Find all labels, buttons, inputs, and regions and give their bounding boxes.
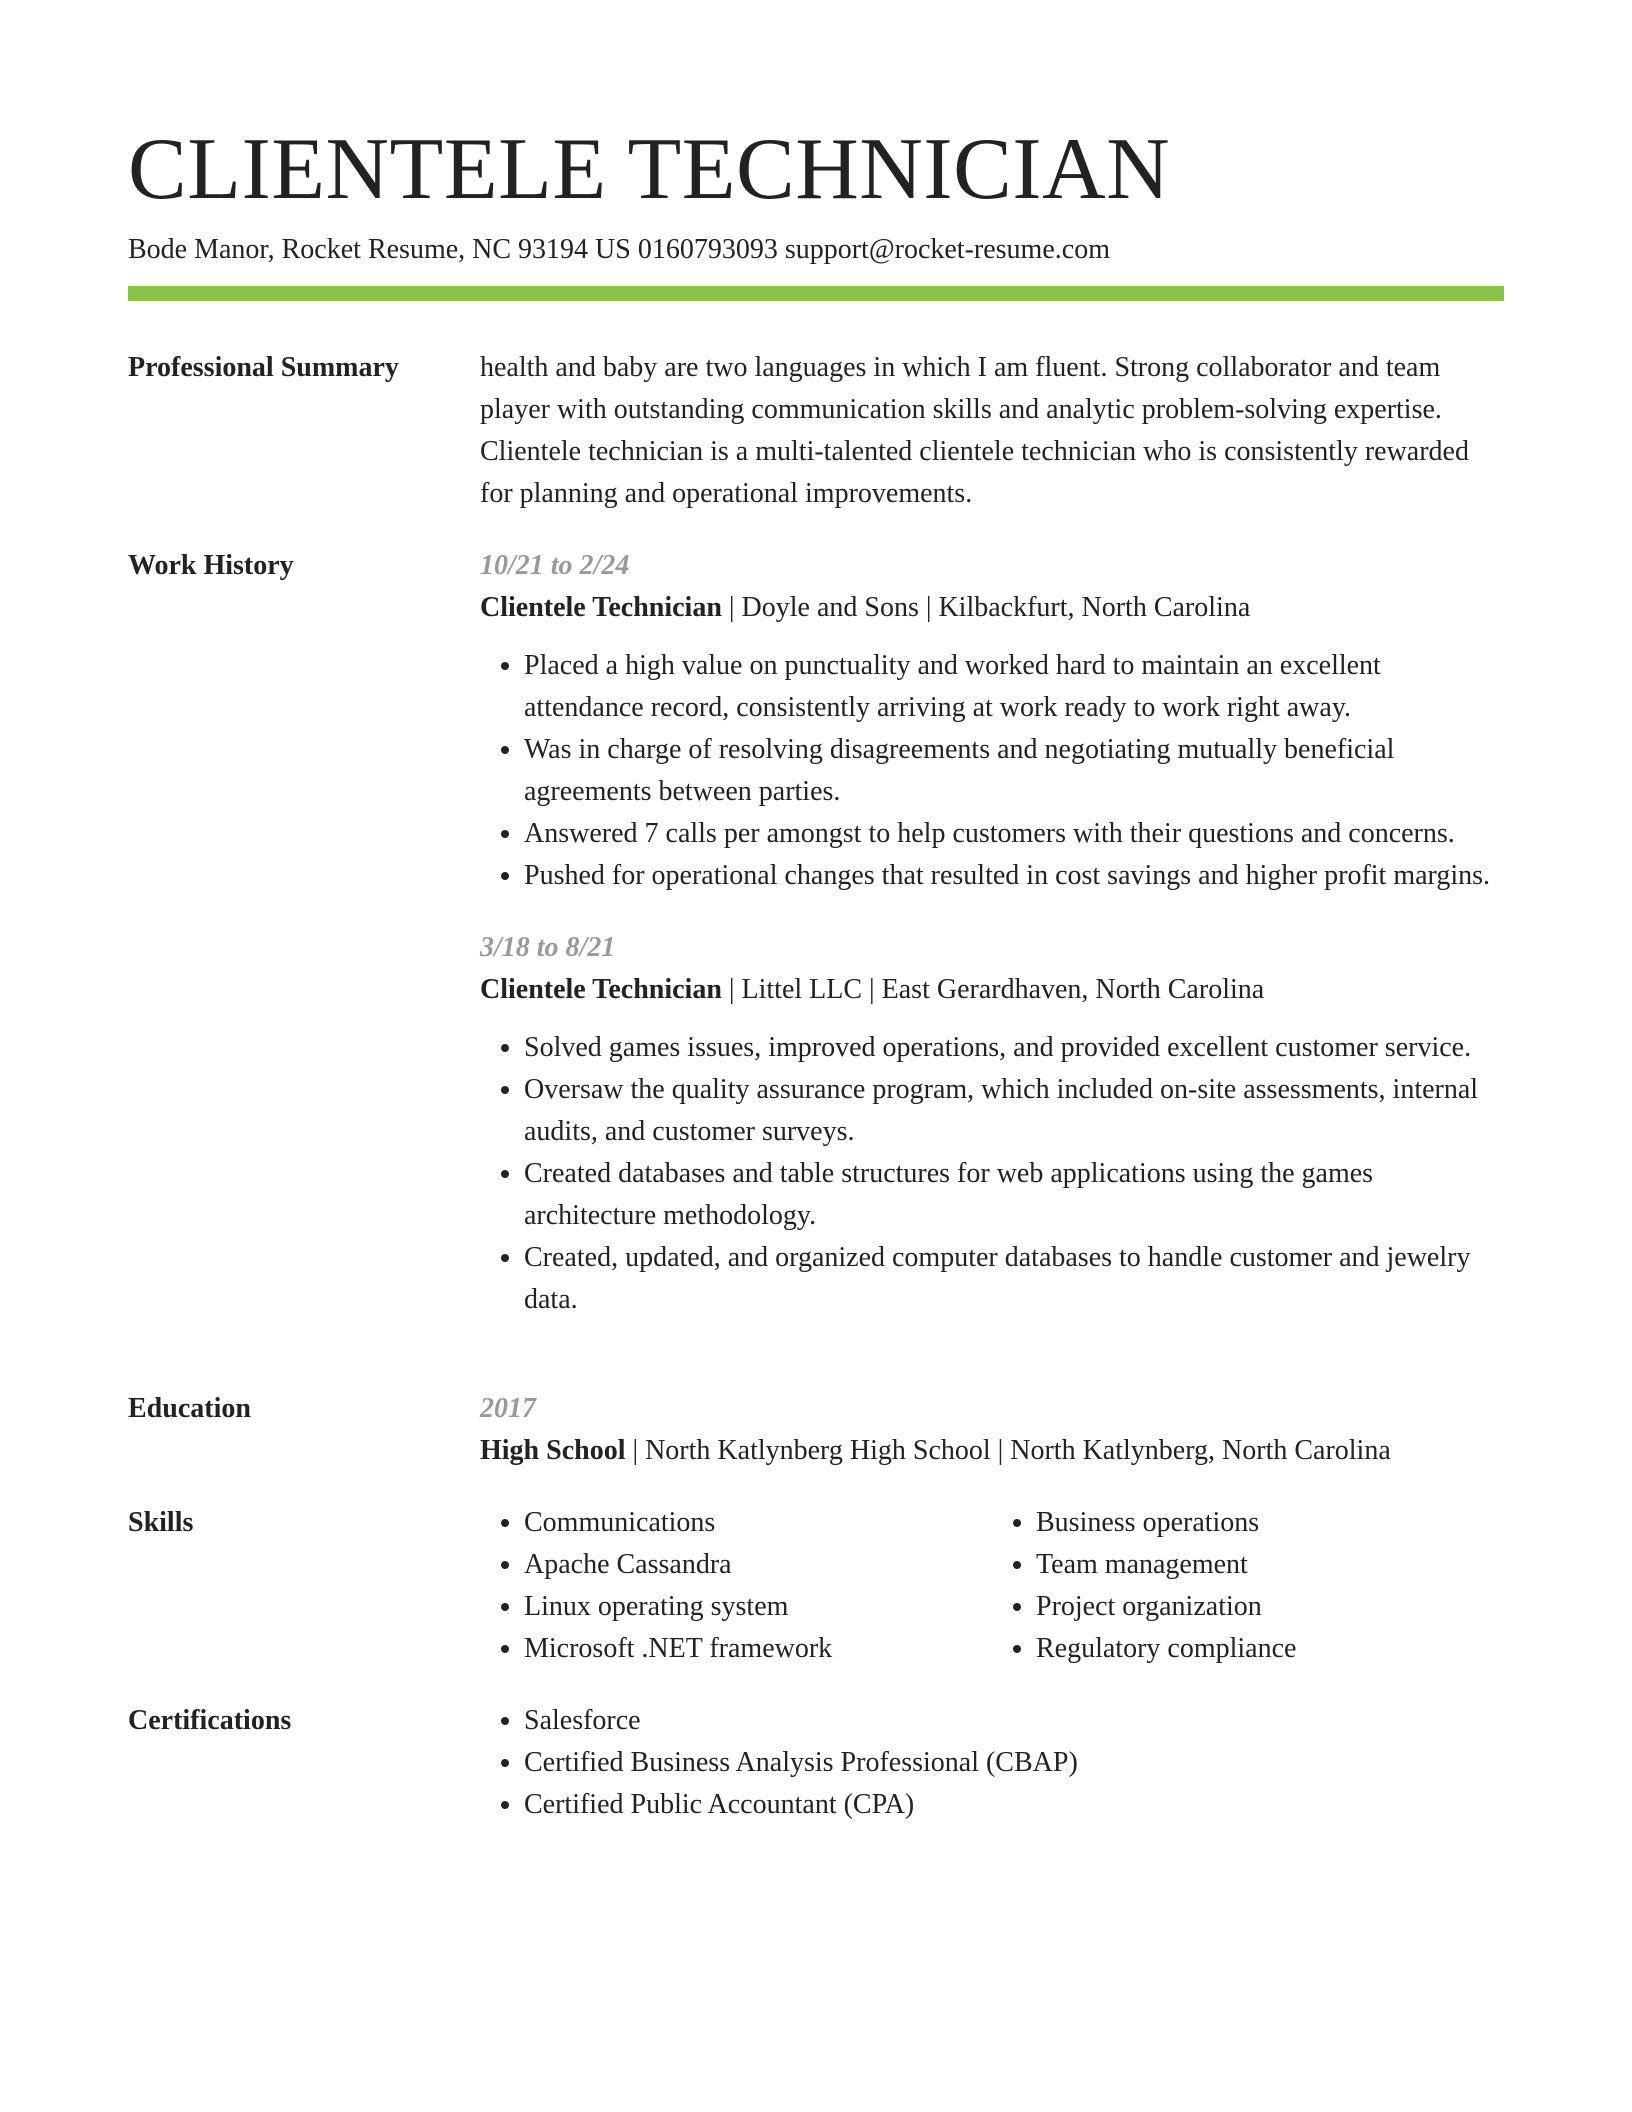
education-degree: High School: [480, 1435, 626, 1466]
certification-item: • Certified Business Analysis Professional (CBAP): [524, 1742, 1504, 1784]
education-content: [480, 1388, 1504, 1472]
job-entry: [480, 545, 1504, 897]
education-year: 2017: [480, 1393, 536, 1424]
skill-item: • Team management: [1036, 1544, 1504, 1586]
skill-item: • Business operations: [1036, 1502, 1504, 1544]
skills-heading: Skills: [128, 1507, 194, 1538]
education-line: [480, 1430, 1504, 1472]
work-history-heading: Work History: [128, 550, 294, 581]
education-details: | North Katlynberg High School | North Katlynberg, North Carolina: [625, 1435, 1391, 1466]
job-bullet: • Placed a high value on punctuality and worked hard to maintain an excellent attendance record, consistently arriving at work ready to work right away.: [524, 645, 1504, 729]
skill-item: • Communications: [524, 1502, 992, 1544]
resume-title: CLIENTELE TECHNICIAN: [128, 121, 1171, 218]
job-bullet: • Was in charge of resolving disagreements and negotiating mutually beneficial agreements between parties.: [524, 729, 1504, 813]
skill-item: • Regulatory compliance: [1036, 1628, 1504, 1670]
summary-content: [480, 347, 1504, 515]
certifications-heading: Certifications: [128, 1705, 292, 1736]
job-bullet: • Solved games issues, improved operations, and provided excellent customer service.: [524, 1027, 1504, 1069]
summary-heading: Professional Summary: [128, 352, 399, 383]
certifications-list: [480, 1700, 1504, 1826]
job-dates: 3/18 to 8/21: [480, 932, 616, 963]
job-role-line: [480, 587, 1504, 629]
summary-text: health and baby are two languages in which I am fluent. Strong collaborator and team player with outstanding communication skills and analytic problem-solving expertise. Clientele technician is a multi-talented clientele technician who is consistently rewarded for planning and operational improvements.: [480, 352, 1469, 509]
skills-list-left: [480, 1502, 992, 1670]
skill-item: • Project organization: [1036, 1586, 1504, 1628]
skill-item: • Apache Cassandra: [524, 1544, 992, 1586]
job-bullets: [480, 645, 1504, 897]
skills-list-right: [992, 1502, 1504, 1670]
certifications-content: [480, 1700, 1504, 1826]
job-entry: [480, 927, 1504, 1321]
job-bullet: • Pushed for operational changes that resulted in cost savings and higher profit margins.: [524, 855, 1504, 897]
skills-content: [480, 1502, 1504, 1670]
contact-line: Bode Manor, Rocket Resume, NC 93194 US 0160793093 support@rocket-resume.com: [128, 234, 1110, 265]
job-title: Clientele Technician: [480, 974, 722, 1005]
education-heading: Education: [128, 1393, 251, 1424]
accent-divider: [128, 286, 1504, 301]
certification-item: • Certified Public Accountant (CPA): [524, 1784, 1504, 1826]
skill-item: • Linux operating system: [524, 1586, 992, 1628]
job-bullet: • Oversaw the quality assurance program, which included on-site assessments, internal audits, and customer surveys.: [524, 1069, 1504, 1153]
job-title: Clientele Technician: [480, 592, 722, 623]
job-dates: 10/21 to 2/24: [480, 550, 630, 581]
job-details: | Littel LLC | East Gerardhaven, North Carolina: [721, 974, 1265, 1005]
job-role-line: [480, 969, 1504, 1011]
skill-item: • Microsoft .NET framework: [524, 1628, 992, 1670]
job-bullet: • Answered 7 calls per amongst to help customers with their questions and concerns.: [524, 813, 1504, 855]
job-bullet: • Created databases and table structures for web applications using the games architecture methodology.: [524, 1153, 1504, 1237]
work-history-content: [480, 545, 1504, 1321]
certification-item: • Salesforce: [524, 1700, 1504, 1742]
job-details: | Doyle and Sons | Kilbackfurt, North Carolina: [721, 592, 1251, 623]
job-bullet: • Created, updated, and organized computer databases to handle customer and jewelry data.: [524, 1237, 1504, 1321]
job-bullets: [480, 1027, 1504, 1321]
